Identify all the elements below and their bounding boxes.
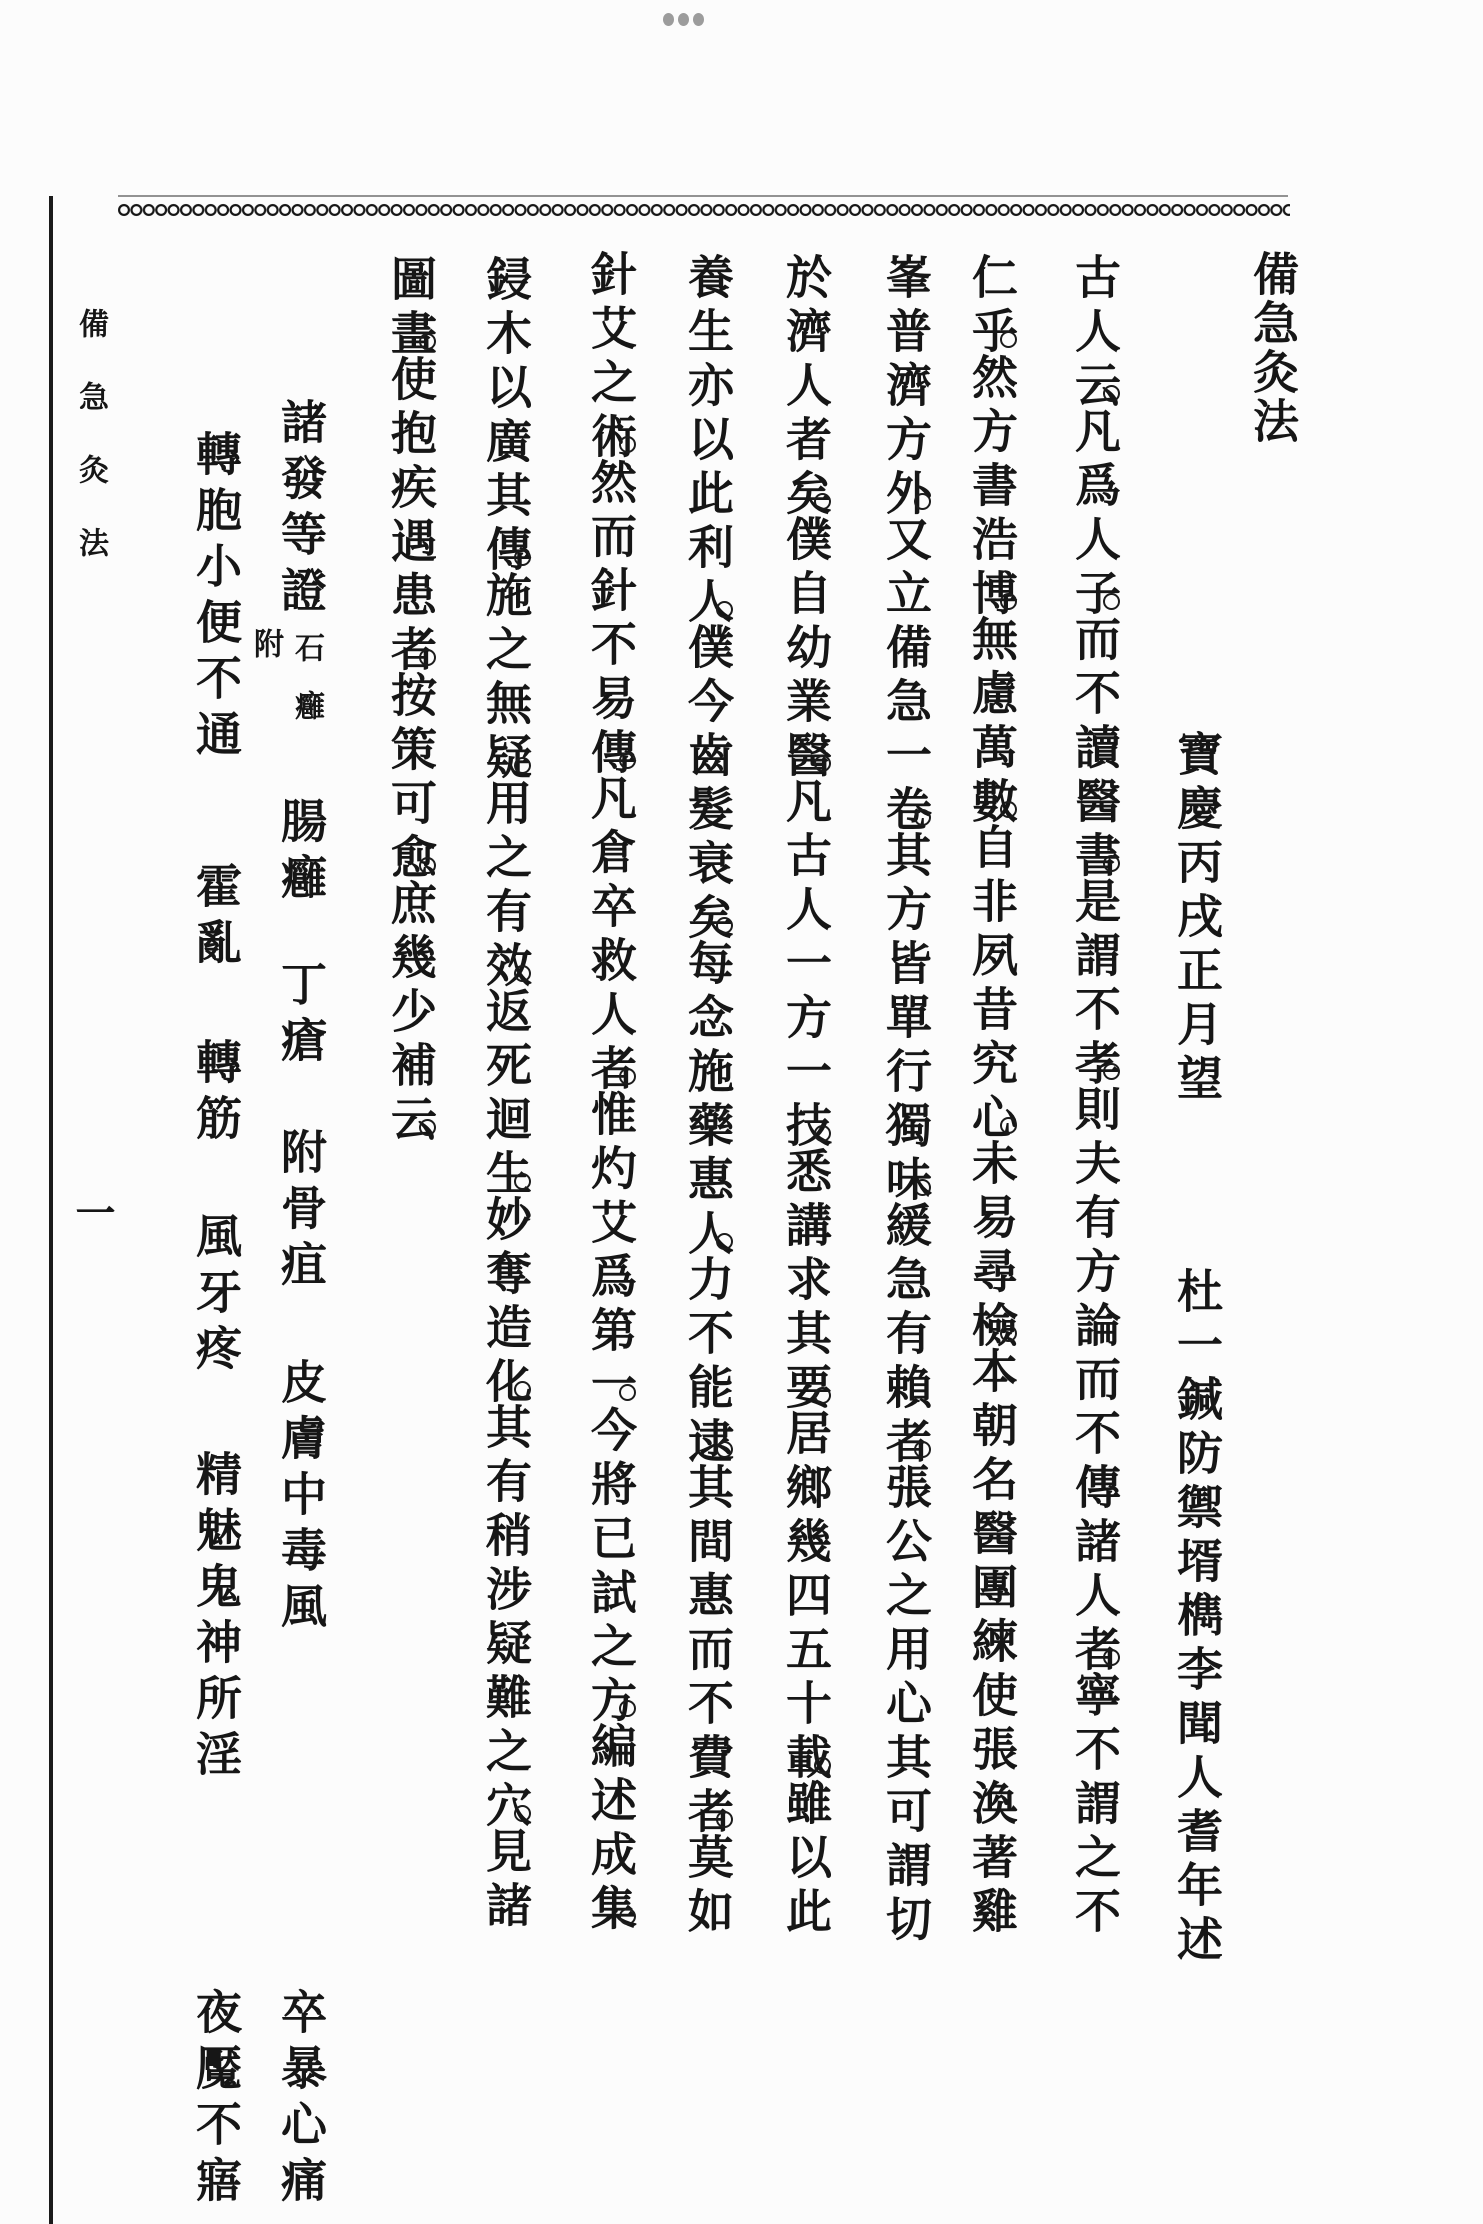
preface-column-6: 針艾之術然而針不易傳凡倉卒救人者惟灼艾爲第一今將已試之方編述成集 (585, 250, 636, 1938)
dot (693, 13, 704, 26)
preface-column-1: 古人云凡爲人子而不讀醫書是謂不孝則夫有方論而不傳諸人者寧不謂之不 (1069, 253, 1120, 1941)
toc-item: 風牙疼 (190, 1212, 241, 1380)
margin-title: 備急灸法 (74, 308, 107, 600)
toc-item: 皮膚中毒風 (275, 1358, 326, 1638)
preface-column-8: 圖畫使抱疾遇患者按策可愈庶幾少補云 (385, 255, 436, 1149)
preface-author-line: 杜一鍼防禦壻檇李聞人耆年述 (1171, 1267, 1222, 1969)
preface-column-4: 於濟人者矣僕自幼業醫凡古人一方一技悉講求其要居鄉幾四五十載雖以此 (780, 253, 831, 1941)
book-title: 備急灸法 (1247, 250, 1298, 446)
more-menu-dots-icon[interactable] (663, 13, 704, 26)
top-rule-line (118, 195, 1288, 197)
toc-annotation-right: 附 (249, 628, 282, 660)
toc-item: 卒暴心痛 (275, 1988, 326, 2212)
toc-item: 霍亂 (190, 862, 241, 974)
toc-item: 附骨疽 (275, 1128, 326, 1296)
preface-column-3: 峯普濟方外又立備急一卷其方皆單行獨味緩急有賴者張公之用心其可謂切 (880, 253, 931, 1949)
preface-column-5: 養生亦以此利人僕今齒髮衰矣每念施藥惠人力不能逮其間惠而不費者莫如 (682, 253, 733, 1941)
toc-item: 夜魘不寤 (190, 1988, 241, 2212)
preface-column-2: 仁乎然方書浩博無慮萬數自非夙昔究心未易尋檢本朝名醫團練使張渙著雞 (966, 253, 1017, 1941)
toc-item: 精魅鬼神所淫 (190, 1450, 241, 1786)
wavy-divider (118, 203, 1290, 217)
dot (678, 13, 689, 26)
page-number: 一 (70, 1192, 115, 1240)
toc-header: 諸發等證 (275, 398, 326, 622)
preface-date-line: 寶慶丙戌正月望 (1171, 730, 1222, 1108)
toc-annotation-left: 石癰 (290, 632, 323, 748)
toc-item: 轉筋 (190, 1038, 241, 1150)
toc-item: 腸癰 (275, 797, 326, 909)
preface-column-7: 鋟木以廣其傳施之無疑用之有效返死迴生妙奪造化其有稍涉疑難之穴見諸 (480, 255, 531, 1935)
toc-item: 轉胞小便不通 (190, 430, 241, 766)
left-border-line (49, 196, 53, 2224)
toc-item: 丁瘡 (275, 960, 326, 1072)
dot (663, 13, 674, 26)
